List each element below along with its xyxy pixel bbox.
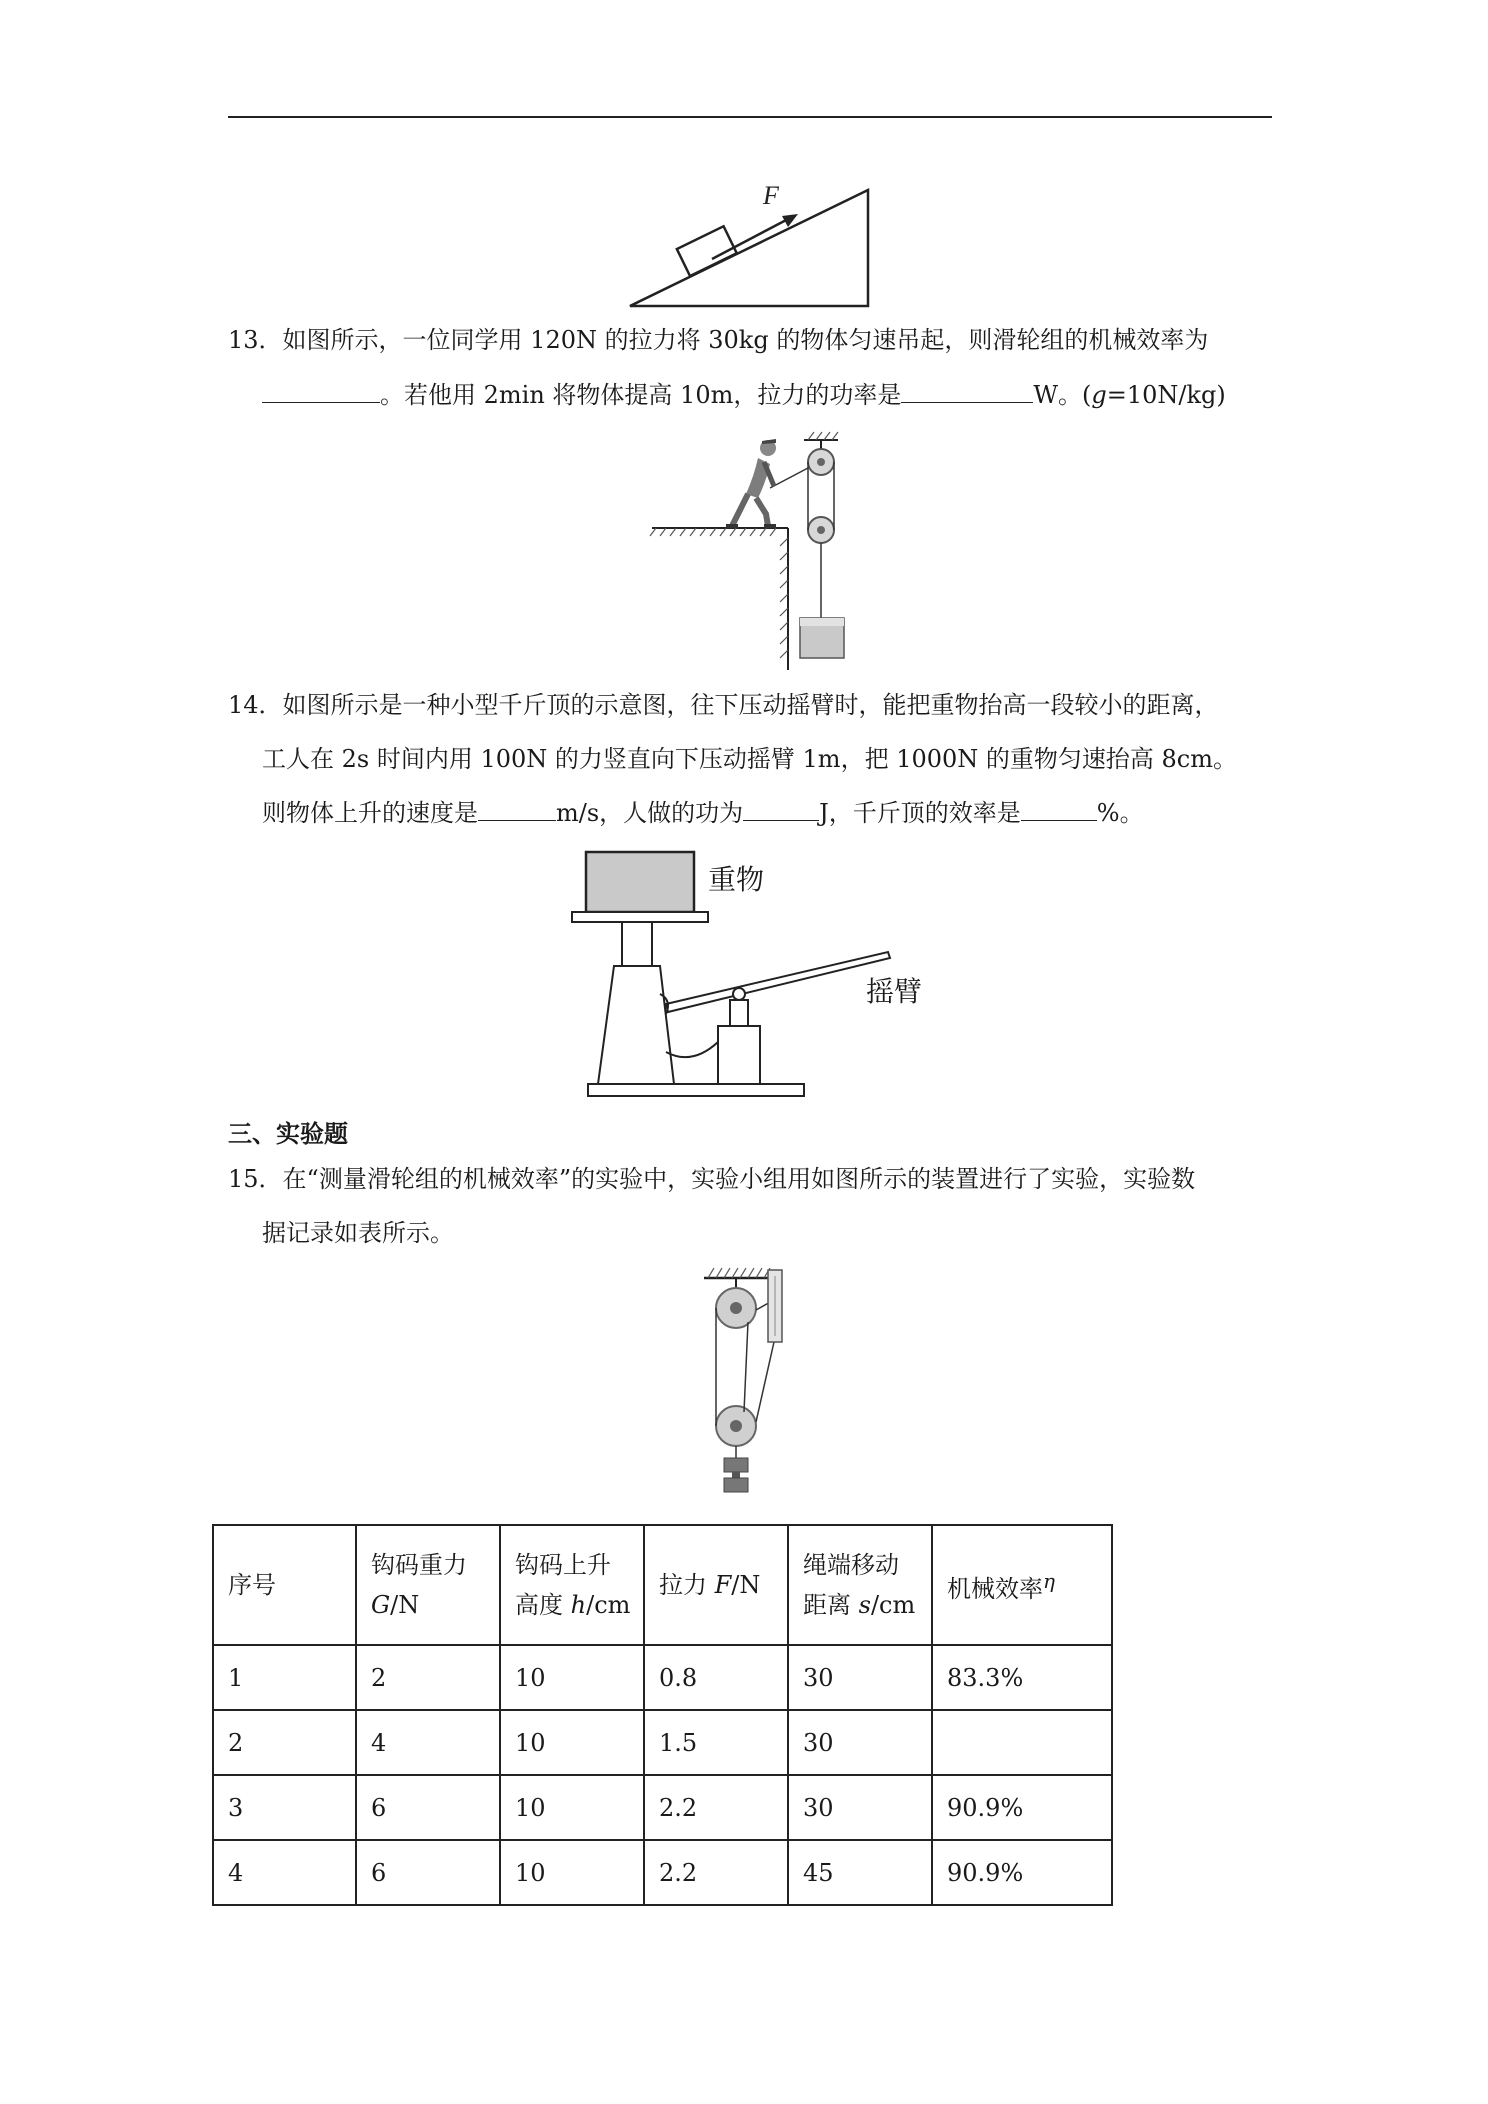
- table-cell: 2.2: [644, 1840, 788, 1905]
- table-cell: 6: [356, 1840, 500, 1905]
- table-cell: 2: [356, 1645, 500, 1710]
- header-cell: 拉力 F/N: [644, 1525, 788, 1645]
- pulley-block-figure: [696, 1262, 806, 1504]
- table-cell: 4: [356, 1710, 500, 1775]
- section-title: 三、实验题: [228, 1119, 348, 1148]
- weight-label: 重物: [708, 863, 765, 896]
- answer-blank[interactable]: [478, 798, 556, 821]
- q15-line2: 据记录如表所示。: [262, 1219, 454, 1247]
- answer-blank[interactable]: [262, 380, 380, 403]
- pulley-worker-figure: [648, 428, 858, 674]
- table-cell: 10: [500, 1645, 644, 1710]
- arm-label: 摇臂: [866, 975, 923, 1008]
- table-cell: 2.2: [644, 1775, 788, 1840]
- table-cell: 1.5: [644, 1710, 788, 1775]
- q13-line2: 。若他用 2min 将物体提高 10m，拉力的功率是 W。(g=10N/kg): [262, 380, 1226, 410]
- header-cell: 钩码上升 高度 h/cm: [500, 1525, 644, 1645]
- table-cell: 2: [213, 1710, 356, 1775]
- table-row: [213, 1710, 1112, 1775]
- incline-figure: [620, 178, 880, 312]
- q14-line3: 则物体上升的速度是 m/s，人做的功为 J，千斤顶的效率是 %。: [262, 799, 1144, 827]
- table-cell: 90.9%: [932, 1840, 1112, 1905]
- table-cell: [932, 1710, 1112, 1775]
- answer-blank[interactable]: [901, 380, 1033, 403]
- data-table: [212, 1524, 1113, 1906]
- answer-blank[interactable]: [743, 798, 819, 821]
- q13-line1: 13．如图所示，一位同学用 120N 的拉力将 30kg 的物体匀速吊起，则滑轮组的机械效率为: [228, 326, 1209, 354]
- table-row: [213, 1775, 1112, 1840]
- table-header-row: [213, 1525, 1112, 1645]
- table-row: [213, 1840, 1112, 1905]
- table-cell: 30: [788, 1645, 932, 1710]
- table-cell: 6: [356, 1775, 500, 1840]
- table-cell: 4: [213, 1840, 356, 1905]
- table-cell: 3: [213, 1775, 356, 1840]
- table-cell: 1: [213, 1645, 356, 1710]
- table-cell: 0.8: [644, 1645, 788, 1710]
- table-cell: 90.9%: [932, 1775, 1112, 1840]
- table-cell: 10: [500, 1840, 644, 1905]
- table-cell: 45: [788, 1840, 932, 1905]
- q14-line2: 工人在 2s 时间内用 100N 的力竖直向下压动摇臂 1m，把 1000N 的重物匀速抬高 8cm。: [262, 745, 1237, 773]
- header-rule: [228, 116, 1272, 118]
- table-cell: 10: [500, 1710, 644, 1775]
- table-row: [213, 1645, 1112, 1710]
- table-cell: 30: [788, 1775, 932, 1840]
- header-cell: 绳端移动 距离 s/cm: [788, 1525, 932, 1645]
- worker-person: [726, 439, 776, 528]
- answer-blank[interactable]: [1021, 798, 1097, 821]
- table-cell: 10: [500, 1775, 644, 1840]
- table-cell: 83.3%: [932, 1645, 1112, 1710]
- q15-line1: 15．在“测量滑轮组的机械效率”的实验中，实验小组用如图所示的装置进行了实验，实验数: [228, 1165, 1196, 1193]
- q14-line1: 14．如图所示是一种小型千斤顶的示意图，往下压动摇臂时，能把重物抬高一段较小的距离，: [228, 691, 1219, 719]
- table-cell: 30: [788, 1710, 932, 1775]
- header-cell: 机械效率$^\eta$: [932, 1525, 1112, 1645]
- header-cell: 钩码重力 G/N: [356, 1525, 500, 1645]
- header-cell: 序号: [213, 1525, 356, 1645]
- force-label: F: [763, 181, 779, 210]
